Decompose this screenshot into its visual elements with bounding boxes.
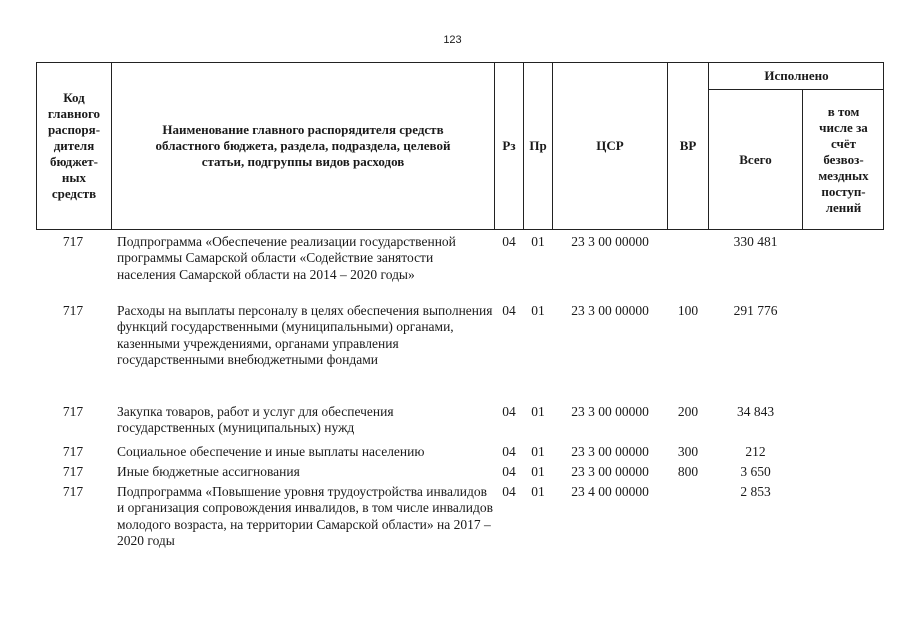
row-rz: 04 — [502, 484, 516, 499]
row-vr: 200 — [677, 404, 699, 419]
row-code: 717 — [62, 444, 84, 459]
row-rz: 04 — [502, 234, 516, 249]
header-rz: Рз — [502, 138, 516, 153]
row-csr: 23 4 00 00000 — [571, 484, 649, 499]
row-csr: 23 3 00 00000 — [571, 464, 649, 479]
row-pr: 01 — [531, 404, 545, 419]
header-code: Код главного распоря- дителя бюджет- ных средств — [47, 90, 101, 201]
row-rz: 04 — [502, 404, 516, 419]
row-rz: 04 — [502, 444, 516, 459]
row-pr: 01 — [531, 444, 545, 459]
row-name: Социальное обеспечение и иные выплаты населению — [117, 444, 425, 459]
header-total: Всего — [739, 151, 772, 167]
row-csr: 23 3 00 00000 — [571, 444, 649, 459]
page-number: 123 — [443, 34, 462, 46]
row-csr: 23 3 00 00000 — [571, 303, 649, 318]
row-code: 717 — [62, 404, 84, 419]
row-code: 717 — [62, 484, 84, 499]
header-free: в том числе за счёт безвоз- мездных поступ- лений — [818, 103, 869, 215]
header-pr: Пр — [529, 138, 547, 153]
row-vr: 300 — [677, 444, 699, 459]
header-csr: ЦСР — [596, 138, 624, 153]
row-total: 291 776 — [733, 303, 778, 318]
row-vr: 800 — [677, 464, 699, 479]
row-rz: 04 — [502, 303, 516, 318]
row-total: 34 843 — [736, 404, 775, 419]
row-code: 717 — [62, 234, 84, 249]
row-total: 212 — [745, 444, 766, 459]
row-code: 717 — [62, 464, 84, 479]
row-vr: 100 — [677, 303, 699, 318]
header-name: Наименование главного распорядителя средств областного бюджета, раздела, подраздела, целевой статьи, подгруппы видов расходов — [155, 122, 451, 169]
header-executed: Исполнено — [764, 68, 829, 83]
row-pr: 01 — [531, 484, 545, 499]
row-pr: 01 — [531, 303, 545, 318]
row-pr: 01 — [531, 234, 545, 249]
row-name: Расходы на выплаты персоналу в целях обеспечения выполнения функций государственными (муниципальными) органами, казенными учреждениями, органами управления государственными внебюджетными фондами — [117, 303, 493, 368]
row-code: 717 — [62, 303, 84, 318]
row-csr: 23 3 00 00000 — [571, 404, 649, 419]
row-name: Иные бюджетные ассигнования — [117, 464, 300, 479]
row-csr: 23 3 00 00000 — [571, 234, 649, 249]
table-header — [36, 62, 884, 230]
row-total: 3 650 — [740, 464, 771, 479]
row-total: 2 853 — [740, 484, 771, 499]
row-rz: 04 — [502, 464, 516, 479]
row-pr: 01 — [531, 464, 545, 479]
header-vr: ВР — [679, 138, 697, 153]
row-name: Подпрограмма «Обеспечение реализации государственной программы Самарской области «Содействие занятости населения Самарской области на 2014 – 2020 годы» — [117, 234, 456, 282]
row-name: Подпрограмма «Повышение уровня трудоустройства инвалидов и организация сопровождения инвалидов, в том числе инвалидов молодого возраста, на территории Самарской области» на 2017 – 2020 годы — [117, 484, 493, 549]
row-name: Закупка товаров, работ и услуг для обеспечения государственных (муниципальных) нужд — [117, 404, 394, 436]
row-total: 330 481 — [733, 234, 778, 249]
